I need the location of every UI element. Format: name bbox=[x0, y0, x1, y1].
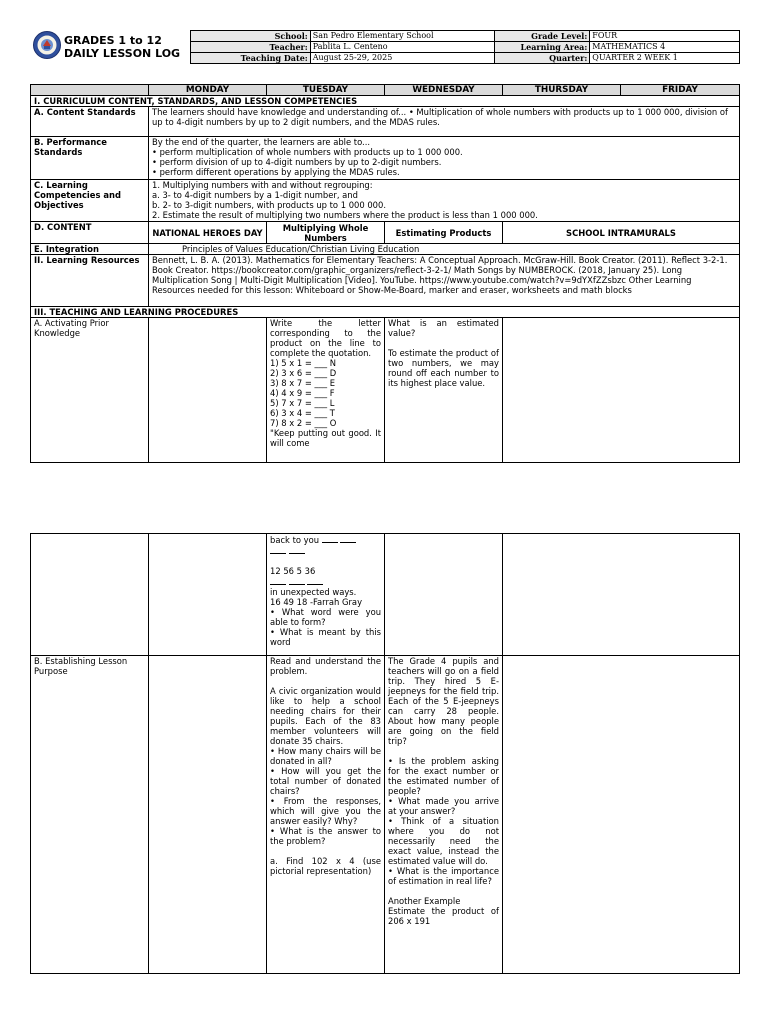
content-standards-label: A. Content Standards bbox=[31, 107, 149, 137]
product-item: 7) 8 x 2 = ___ O bbox=[270, 418, 337, 428]
content-standards-text: The learners should have knowledge and understanding of... • Multiplication of whole numbers with products up to 1 000 000, division of up to 4-digit numbers by up to 2 digit numbers, and the MDAS rules. bbox=[149, 107, 740, 137]
header-info-table bbox=[190, 30, 740, 64]
quote-start: "Keep putting out good. It will come bbox=[270, 428, 381, 448]
content-monday: NATIONAL HEROES DAY bbox=[149, 222, 267, 244]
competency-line: 1. Multiplying numbers with and without regrouping: bbox=[152, 180, 373, 190]
deped-seal-icon bbox=[33, 31, 61, 59]
activity-instructions: Write the letter corresponding to the product on the line to complete the quotation. bbox=[270, 318, 381, 358]
quote-blanks bbox=[270, 576, 381, 587]
quarter-label: Quarter: bbox=[495, 53, 590, 64]
section-teaching: III. TEACHING AND LEARNING PROCEDURES bbox=[31, 307, 740, 318]
performance-standards-text bbox=[149, 137, 740, 180]
activating-wednesday: What is an estimated value? To estimate the product of two numbers, we may round off each number to its highest place value. bbox=[385, 318, 503, 463]
integration-label: E. Integration bbox=[31, 244, 149, 255]
question-meaning: • What is meant by this word bbox=[270, 627, 381, 647]
day-friday: FRIDAY bbox=[621, 85, 740, 96]
resources-text: Bennett, L. B. A. (2013). Mathematics for Elementary Teachers: A Conceptual Approach. McGraw-Hill. Book Creator. (2011). Reflect 3-2-1. Book Creator. https://bookcreator.com/graphic_organizers/reflect-3-2-1/ Math Songs by NUMBEROCK. (2018, January 25). Long Multiplication Song | Multi-Digit Multiplication [Video]. YouTube. https://www.youtube.com/watch?v=9dYXfZZsbzc Other Learning Resources needed for this lesson: Whiteboard or Show-Me-Board, marker and eraser, worksheets and math blocks bbox=[149, 255, 740, 307]
learning-area-label: Learning Area: bbox=[495, 42, 590, 53]
performance-line: • perform division of up to 4-digit numbers by up to 2-digit numbers. bbox=[152, 157, 442, 167]
lesson-log-table-page1 bbox=[30, 84, 740, 463]
competencies-text bbox=[149, 180, 740, 222]
competency-line: 2. Estimate the result of multiplying two numbers where the product is less than 1 000 000. bbox=[152, 210, 538, 220]
product-item: 2) 3 x 6 = ___ D bbox=[270, 368, 337, 378]
code-line-1: 12 56 5 36 bbox=[270, 566, 316, 576]
performance-line: • perform multiplication of whole numbers with products up to 1 000 000. bbox=[152, 147, 463, 157]
performance-standards-label: B. Performance Standards bbox=[31, 137, 149, 180]
teacher-value: Pablita L. Centeno bbox=[310, 42, 495, 53]
activating-monday bbox=[149, 318, 267, 463]
lesson-log-table-page2 bbox=[30, 533, 740, 974]
competencies-label: C. Learning Competencies and Objectives bbox=[31, 180, 149, 222]
teaching-date-label: Teaching Date: bbox=[191, 53, 311, 64]
performance-line: • perform different operations by applying the MDAS rules. bbox=[152, 167, 400, 177]
quote-unexpected: in unexpected ways. bbox=[270, 587, 357, 597]
quote-continued: back to you bbox=[270, 534, 381, 545]
activating-monday-cont bbox=[149, 534, 267, 656]
product-item: 1) 5 x 1 = ___ N bbox=[270, 358, 337, 368]
purpose-wednesday: The Grade 4 pupils and teachers will go on a field trip. They hired 5 E-jeepneys for the field trip. Each of the 5 E-jeepneys can carry 28 people. About how many people are going on the field trip? • Is the problem asking for the exact number or the estimated number of people? • What made you arrive at your answer? • Think of a situation where you do not necessarily need the exact value, instead the estimated value will do. • What is the importance of estimation in real life? Another Example Estimate the product of 206 x 191 bbox=[385, 656, 503, 974]
resources-label: II. Learning Resources bbox=[31, 255, 149, 307]
question-word: • What word were you able to form? bbox=[270, 607, 381, 627]
day-monday: MONDAY bbox=[149, 85, 267, 96]
purpose-label: B. Establishing Lesson Purpose bbox=[31, 656, 149, 974]
quarter-value: QUARTER 2 WEEK 1 bbox=[590, 53, 740, 64]
purpose-monday bbox=[149, 656, 267, 974]
product-item: 4) 4 x 9 = ___ F bbox=[270, 388, 335, 398]
content-thursday-friday: SCHOOL INTRAMURALS bbox=[503, 222, 740, 244]
code-line-2: 16 49 18 -Farrah Gray bbox=[270, 597, 363, 607]
activating-thu-fri-cont bbox=[503, 534, 740, 656]
content-tuesday: Multiplying Whole Numbers bbox=[267, 222, 385, 244]
purpose-thursday-friday bbox=[503, 656, 740, 974]
school-value: San Pedro Elementary School bbox=[310, 31, 495, 42]
performance-line: By the end of the quarter, the learners are able to... bbox=[152, 137, 371, 147]
log-title-grades: GRADES 1 to 12 bbox=[64, 34, 162, 47]
product-item: 6) 3 x 4 = ___ T bbox=[270, 408, 335, 418]
content-label: D. CONTENT bbox=[31, 222, 149, 244]
learning-area-value: MATHEMATICS 4 bbox=[590, 42, 740, 53]
school-label: School: bbox=[191, 31, 311, 42]
activating-tuesday-cont bbox=[267, 534, 385, 656]
teacher-label: Teacher: bbox=[191, 42, 311, 53]
section-curriculum: I. CURRICULUM CONTENT, STANDARDS, AND LESSON COMPETENCIES bbox=[31, 96, 740, 107]
competency-line: a. 3- to 4-digit numbers by a 1-digit number, and bbox=[152, 190, 358, 200]
integration-text: Principles of Values Education/Christian Living Education bbox=[149, 244, 740, 255]
day-tuesday: TUESDAY bbox=[267, 85, 385, 96]
product-item: 3) 8 x 7 = ___ E bbox=[270, 378, 336, 388]
competency-line: b. 2- to 3-digit numbers, with products up to 1 000 000. bbox=[152, 200, 386, 210]
grade-level-label: Grade Level: bbox=[495, 31, 590, 42]
grade-level-value: FOUR bbox=[590, 31, 740, 42]
day-thursday: THURSDAY bbox=[503, 85, 621, 96]
purpose-tuesday: Read and understand the problem. A civic organization would like to help a school needing chairs for their pupils. Each of the 83 member volunteers will donate 35 chairs. • How many chairs will be donated in all? • How will you get the total number of donated chairs? • From the responses, which will give you the answer easily? Why? • What is the answer to the problem? a. Find 102 x 4 (use pictorial representation) bbox=[267, 656, 385, 974]
product-item: 5) 7 x 7 = ___ L bbox=[270, 398, 335, 408]
corner-cell bbox=[31, 85, 149, 96]
day-wednesday: WEDNESDAY bbox=[385, 85, 503, 96]
teaching-date-value: August 25-29, 2025 bbox=[310, 53, 495, 64]
content-wednesday: Estimating Products bbox=[385, 222, 503, 244]
activating-label: A. Activating Prior Knowledge bbox=[31, 318, 149, 463]
log-title-dll: DAILY LESSON LOG bbox=[64, 47, 181, 60]
activating-tuesday bbox=[267, 318, 385, 463]
activating-wednesday-cont bbox=[385, 534, 503, 656]
activating-thursday-friday bbox=[503, 318, 740, 463]
activating-label-cont bbox=[31, 534, 149, 656]
quote-blanks bbox=[270, 545, 381, 556]
